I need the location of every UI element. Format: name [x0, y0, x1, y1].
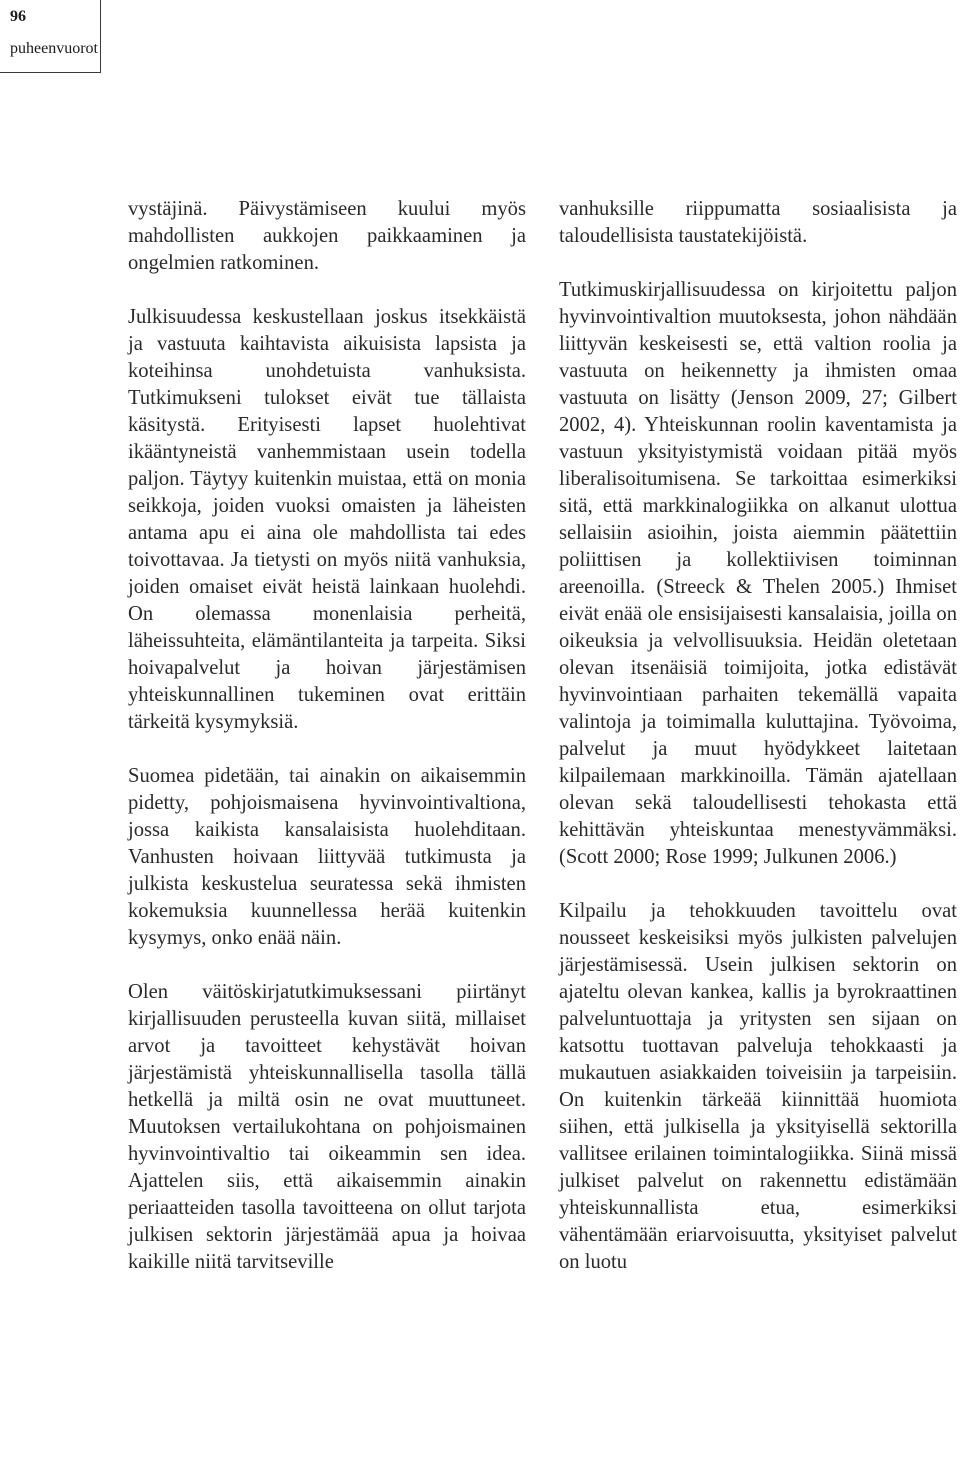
page-header — [0, 0, 101, 73]
page-number: 96 — [10, 8, 26, 25]
paragraph: Kilpailu ja tehokkuuden tavoittelu ovat nousseet keskeisiksi myös julkisten palvelujen järjestämisessä. Usein julkisen sektorin on ajateltu olevan kankea, kallis ja byrokraattinen palveluntuottaja ja yritysten sen sijaan on katsottu tuottavan palveluja tehokkaasti ja mukautuen asiakkaiden toiveisiin ja tarpeisiin. On kuitenkin tärkeää kiinnittää huomiota siihen, että julkisella ja yksityisellä sektorilla vallitsee erilainen toimintalogiikka. Siinä missä julkiset palvelut on rakennettu edistämään yhteiskunnallista etua, esimerkiksi vähentämään eriarvoisuutta, yksityiset palvelut on luotu — [559, 900, 957, 1273]
paragraph: vystäjinä. Päivystämiseen kuului myös mahdollisten aukkojen paikkaaminen ja ongelmien ratkominen. — [128, 198, 526, 274]
right-column — [559, 196, 957, 1276]
paragraph: Olen väitöskirjatutkimuksessani piirtänyt kirjallisuuden perusteella kuvan siitä, millaiset arvot ja tavoitteet kehystävät hoivan järjestämistä yhteiskunnallisella tasolla tällä hetkellä ja miltä osin ne ovat muuttuneet. Muutoksen vertailukohtana on pohjoismainen hyvinvointivaltio tai oikeammin sen idea. Ajattelen siis, että aikaisemmin ainakin periaatteiden tasolla tavoitteena on ollut tarjota julkisen sektorin järjestämää apua ja hoivaa kaikille niitä tarvitseville — [128, 981, 526, 1273]
paragraph: Julkisuudessa keskustellaan joskus itsekkäistä ja vastuuta kaihtavista aikuisista lapsista ja koteihinsa unohdetuista vanhuksista. Tutkimukseni tulokset eivät tue tällaista käsitystä. Erityisesti lapset huolehtivat ikääntyneistä vanhemmistaan usein todella paljon. Täytyy kuitenkin muistaa, että on monia seikkoja, joiden vuoksi omaisten ja läheisten antama apu ei aina ole mahdollista tai edes toivottavaa. Ja tietysti on myös niitä vanhuksia, joiden omaiset eivät heistä lainkaan huolehdi. On olemassa monenlaisia perheitä, läheissuhteita, elämäntilanteita ja tarpeita. Siksi hoivapalvelut ja hoivan järjestämisen yhteiskunnallinen tukeminen ovat erittäin tärkeitä kysymyksiä. — [128, 306, 526, 733]
paragraph: vanhuksille riippumatta sosiaalisista ja taloudellisista taustatekijöistä. — [559, 198, 957, 247]
paragraph: Suomea pidetään, tai ainakin on aikaisemmin pidetty, pohjoismaisena hyvinvointivaltiona, jossa kaikista kansalaisista huolehditaan. Vanhusten hoivaan liittyvää tutkimusta ja julkista keskustelua seuratessa sekä ihmisten kokemuksia kuunnellessa herää kuitenkin kysymys, onko enää näin. — [128, 765, 526, 949]
paragraph: Tutkimuskirjallisuudessa on kirjoitettu paljon hyvinvointivaltion muutoksesta, johon nähdään liittyvän keskeisesti se, että valtion roolia ja vastuuta on heikennetty ja ihmisten omaa vastuuta on lisätty (Jenson 2009, 27; Gilbert 2002, 4). Yhteiskunnan roolin kaventamista ja vastuun yksityistymistä voidaan pitää myös liberalisoitumisena. Se tarkoittaa esimerkiksi sitä, että markkinalogiikka on alkanut ulottua sellaisiin asioihin, joista aiemmin päätettiin poliittisen ja kollektiivisen toiminnan areenoilla. (Streeck & Thelen 2005.) Ihmiset eivät enää ole ensisijaisesti kansalaisia, joilla on oikeuksia ja velvollisuuksia. Heidän oletetaan olevan itsenäisiä toimijoita, jotka edistävät hyvinvointiaan parhaiten tekemällä vapaita valintoja ja toimimalla kuluttajina. Työvoima, palvelut ja muut hyödykkeet laitetaan kilpailemaan markkinoilla. Tämän ajatellaan olevan sekä taloudellisesti tehokasta että kehittävän yhteiskuntaa menestyvämmäksi. (Scott 2000; Rose 1999; Julkunen 2006.) — [559, 279, 957, 868]
running-head: puheenvuorot — [10, 40, 98, 57]
left-column — [128, 196, 526, 1276]
